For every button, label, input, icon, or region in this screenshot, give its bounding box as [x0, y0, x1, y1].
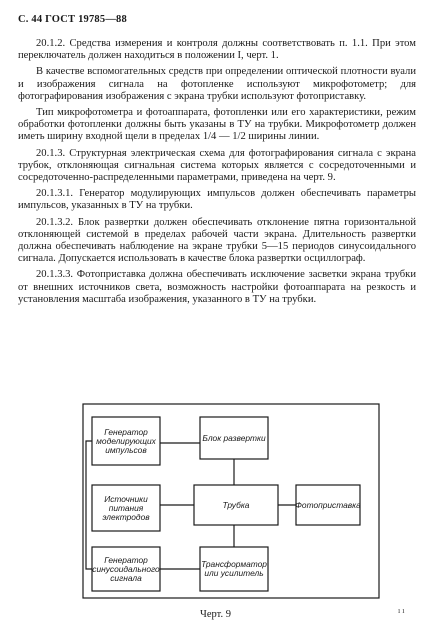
paragraph-20-1-2: 20.1.2. Средства измерения и контроля должны соответствовать п. 1.1. При этом переключатель должен находиться в положении I, черт. 1.: [18, 38, 416, 62]
block-diagram: [82, 403, 380, 599]
paragraph-20-1-3: 20.1.3. Структурная электрическая схема для фотографирования сигнала с экрана трубок, отклоняющая сигнальная система которых является с сосредоточенными и сосредоточенно-распределенными параметрами, приведена на черт. 9.: [18, 147, 416, 184]
paragraph-20-1-3-1: 20.1.3.1. Генератор модулирующих импульсов должен обеспечивать параметры импульсов, указанных в ТУ на трубки.: [18, 188, 416, 212]
modulator-label: Генератор моделирующих импульсов: [96, 426, 156, 455]
paragraph-20-1-3-3: 20.1.3.3. Фотоприставка должна обеспечивать исключение засветки экрана трубки от внешних источников света, возможность настройки фотоаппарата на резкость и установления масштаба изображения, указанного в ТУ на трубки.: [18, 269, 416, 305]
page-mark: ı ı: [398, 606, 405, 615]
transformer-label: Трансформатор или усилитель: [201, 559, 267, 578]
paragraph-aux-means: В качестве вспомогательных средств при определении оптической плотности вуали и изображения сигнала на фотопленке используют микрофотометр; для фотографирования изображения с экрана трубки используют фотоприставку.: [18, 66, 416, 102]
figure-caption: Черт. 9: [200, 609, 231, 620]
camera-label: Фотоприставка: [295, 499, 361, 510]
tube-label: Трубка: [222, 499, 250, 510]
document-header: С. 44 ГОСТ 19785—88: [18, 14, 127, 25]
paragraph-20-1-3-2: 20.1.3.2. Блок развертки должен обеспечивать отклонение пятна горизонтальной отклоняющей системой в пределах рабочей части экрана. Длительность развертки должна обеспечивать наблюдение на экране трубки 5—15 периодов синусоидального сигнала. Допускается использовать в качестве блока развертки осциллограф.: [18, 216, 416, 265]
document-body: [18, 38, 416, 310]
sine-gen-label: Генератор синусоидального сигнала: [92, 554, 160, 583]
power-label: Источники питания электродов: [102, 493, 150, 522]
paragraph-microphotometer: Тип микрофотометра и фотоаппарата, фотопленки или его характеристики, режим обработки фотопленки должны быть указаны в ТУ на трубки. Микрофотометр должен иметь ширину входной щели в пределах 1/4 — 1/2 ширины линии.: [18, 107, 416, 143]
sweep-label: Блок развертки: [202, 432, 266, 443]
